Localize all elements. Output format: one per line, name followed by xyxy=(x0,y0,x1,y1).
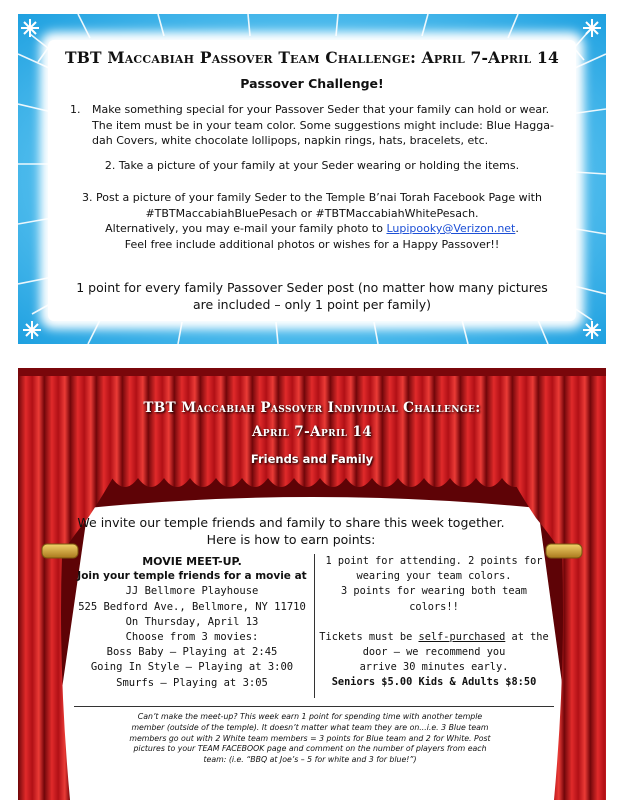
right-tieback xyxy=(546,544,582,558)
snowflake-icon xyxy=(583,321,601,339)
footnote-line-5: team: (i.e. “BBQ at Joe’s – 5 for white and 3 for blue!”) xyxy=(203,755,417,765)
team-points-rule xyxy=(48,280,576,313)
step-3-line-4: Feel free include additional photos or wishes for a Happy Passover!! xyxy=(124,237,500,251)
ticket-prices: Seniors $5.00 Kids & Adults $8:50 xyxy=(331,676,537,689)
scoring-line-1: 1 point for attending. 2 points for xyxy=(325,555,543,567)
invite-text xyxy=(76,514,506,548)
movie-item: Boss Baby – Playing at 2:45 xyxy=(106,646,278,659)
email-prefix: Alternatively, you may e-mail your family photo to xyxy=(105,222,387,235)
movie-item: Going In Style – Playing at 3:00 xyxy=(90,661,294,674)
step-1-line-3: dah Covers, white chocolate lollipops, napkin rings, hats, bracelets, etc. xyxy=(92,134,489,147)
team-challenge-flyer xyxy=(18,14,606,344)
snowflake-icon xyxy=(23,321,41,339)
individual-title-line-1: TBT Maccabiah Passover Individual Challenge: xyxy=(143,400,481,416)
tickets-suffix: at the xyxy=(505,630,549,643)
movie-item: Smurfs – Playing at 3:05 xyxy=(116,676,268,689)
individual-title-line-2: April 7-April 14 xyxy=(251,424,373,440)
footnote-line-3: members go out with 2 White team members = 3 points for Blue team and 2 for White. Post xyxy=(129,733,491,743)
tickets-line xyxy=(318,630,550,645)
scoring-line-3: 3 points for wearing both team colors!! xyxy=(341,585,527,613)
footnote-rule xyxy=(74,706,554,707)
column-divider xyxy=(314,554,315,698)
left-tieback xyxy=(42,544,78,558)
invite-line-2: Here is how to earn points: xyxy=(206,532,376,547)
footnote-line-2: member (outside of the temple). It doesn’t matter what team they are on...i.e. 3 Blue team xyxy=(131,722,489,732)
invite-line-1: We invite our temple friends and family to share this week together. xyxy=(77,515,505,530)
snowflake-icon xyxy=(21,19,39,37)
movie-venue: JJ Bellmore Playhouse xyxy=(125,585,259,598)
footnote-line-1: Can’t make the meet-up? This week earn 1 point for spending time with another temple xyxy=(137,712,483,721)
step-3-hashtags: #TBTMaccabiahBluePesach or #TBTMaccabiahWhitePesach. xyxy=(145,206,479,220)
movie-join-line: Join your temple friends for a movie at xyxy=(77,570,307,583)
individual-challenge-flyer xyxy=(18,368,606,800)
movie-date: On Thursday, April 13 xyxy=(125,615,259,628)
team-challenge-title: TBT Maccabiah Passover Team Challenge: April 7-April 14 xyxy=(64,48,560,67)
passover-challenge-subtitle: Passover Challenge! xyxy=(240,76,384,91)
step-1 xyxy=(70,102,570,149)
door-line: door – we recommend you xyxy=(362,646,506,659)
team-challenge-panel xyxy=(48,40,576,321)
scoring-details xyxy=(318,554,550,691)
arrive-line: arrive 30 minutes early. xyxy=(359,661,509,674)
step-3-line-1: 3. Post a picture of your family Seder to the Temple B’nai Torah Facebook Page with xyxy=(82,191,542,204)
self-purchased-text: self-purchased xyxy=(418,630,506,643)
scoring-line-2: wearing your team colors. xyxy=(356,570,512,583)
curtain-rod xyxy=(18,368,606,376)
points-line-2: are included – only 1 point per family) xyxy=(193,296,431,312)
step-3 xyxy=(48,190,576,252)
tickets-prefix: Tickets must be xyxy=(319,630,419,643)
movie-meetup-details xyxy=(74,554,310,691)
step-1-line-1: Make something special for your Passover Seder that your family can hold or wear. xyxy=(92,103,550,116)
movie-meetup-heading: MOVIE MEET-UP. xyxy=(142,555,242,568)
step-1-number: 1. xyxy=(70,103,81,116)
movie-address: 525 Bedford Ave., Bellmore, NY 11710 xyxy=(78,600,306,613)
step-3-email-line xyxy=(48,221,576,237)
email-link[interactable]: Lupipooky@Verizon.net xyxy=(386,222,516,235)
footnote-line-4: pictures to your TEAM FACEBOOK page and comment on the number of players from each xyxy=(133,744,487,754)
movie-choose: Choose from 3 movies: xyxy=(125,631,259,644)
points-line-1: 1 point for every family Passover Seder post (no matter how many pictures xyxy=(76,280,548,295)
email-suffix: . xyxy=(515,222,519,235)
step-2: 2. Take a picture of your family at your Seder wearing or holding the items. xyxy=(104,159,520,172)
step-1-line-2: The item must be in your team color. Some suggestions might include: Blue Hagga- xyxy=(92,118,554,132)
friends-family-subtitle: Friends and Family xyxy=(250,452,374,466)
alternative-points-footnote xyxy=(110,712,510,766)
